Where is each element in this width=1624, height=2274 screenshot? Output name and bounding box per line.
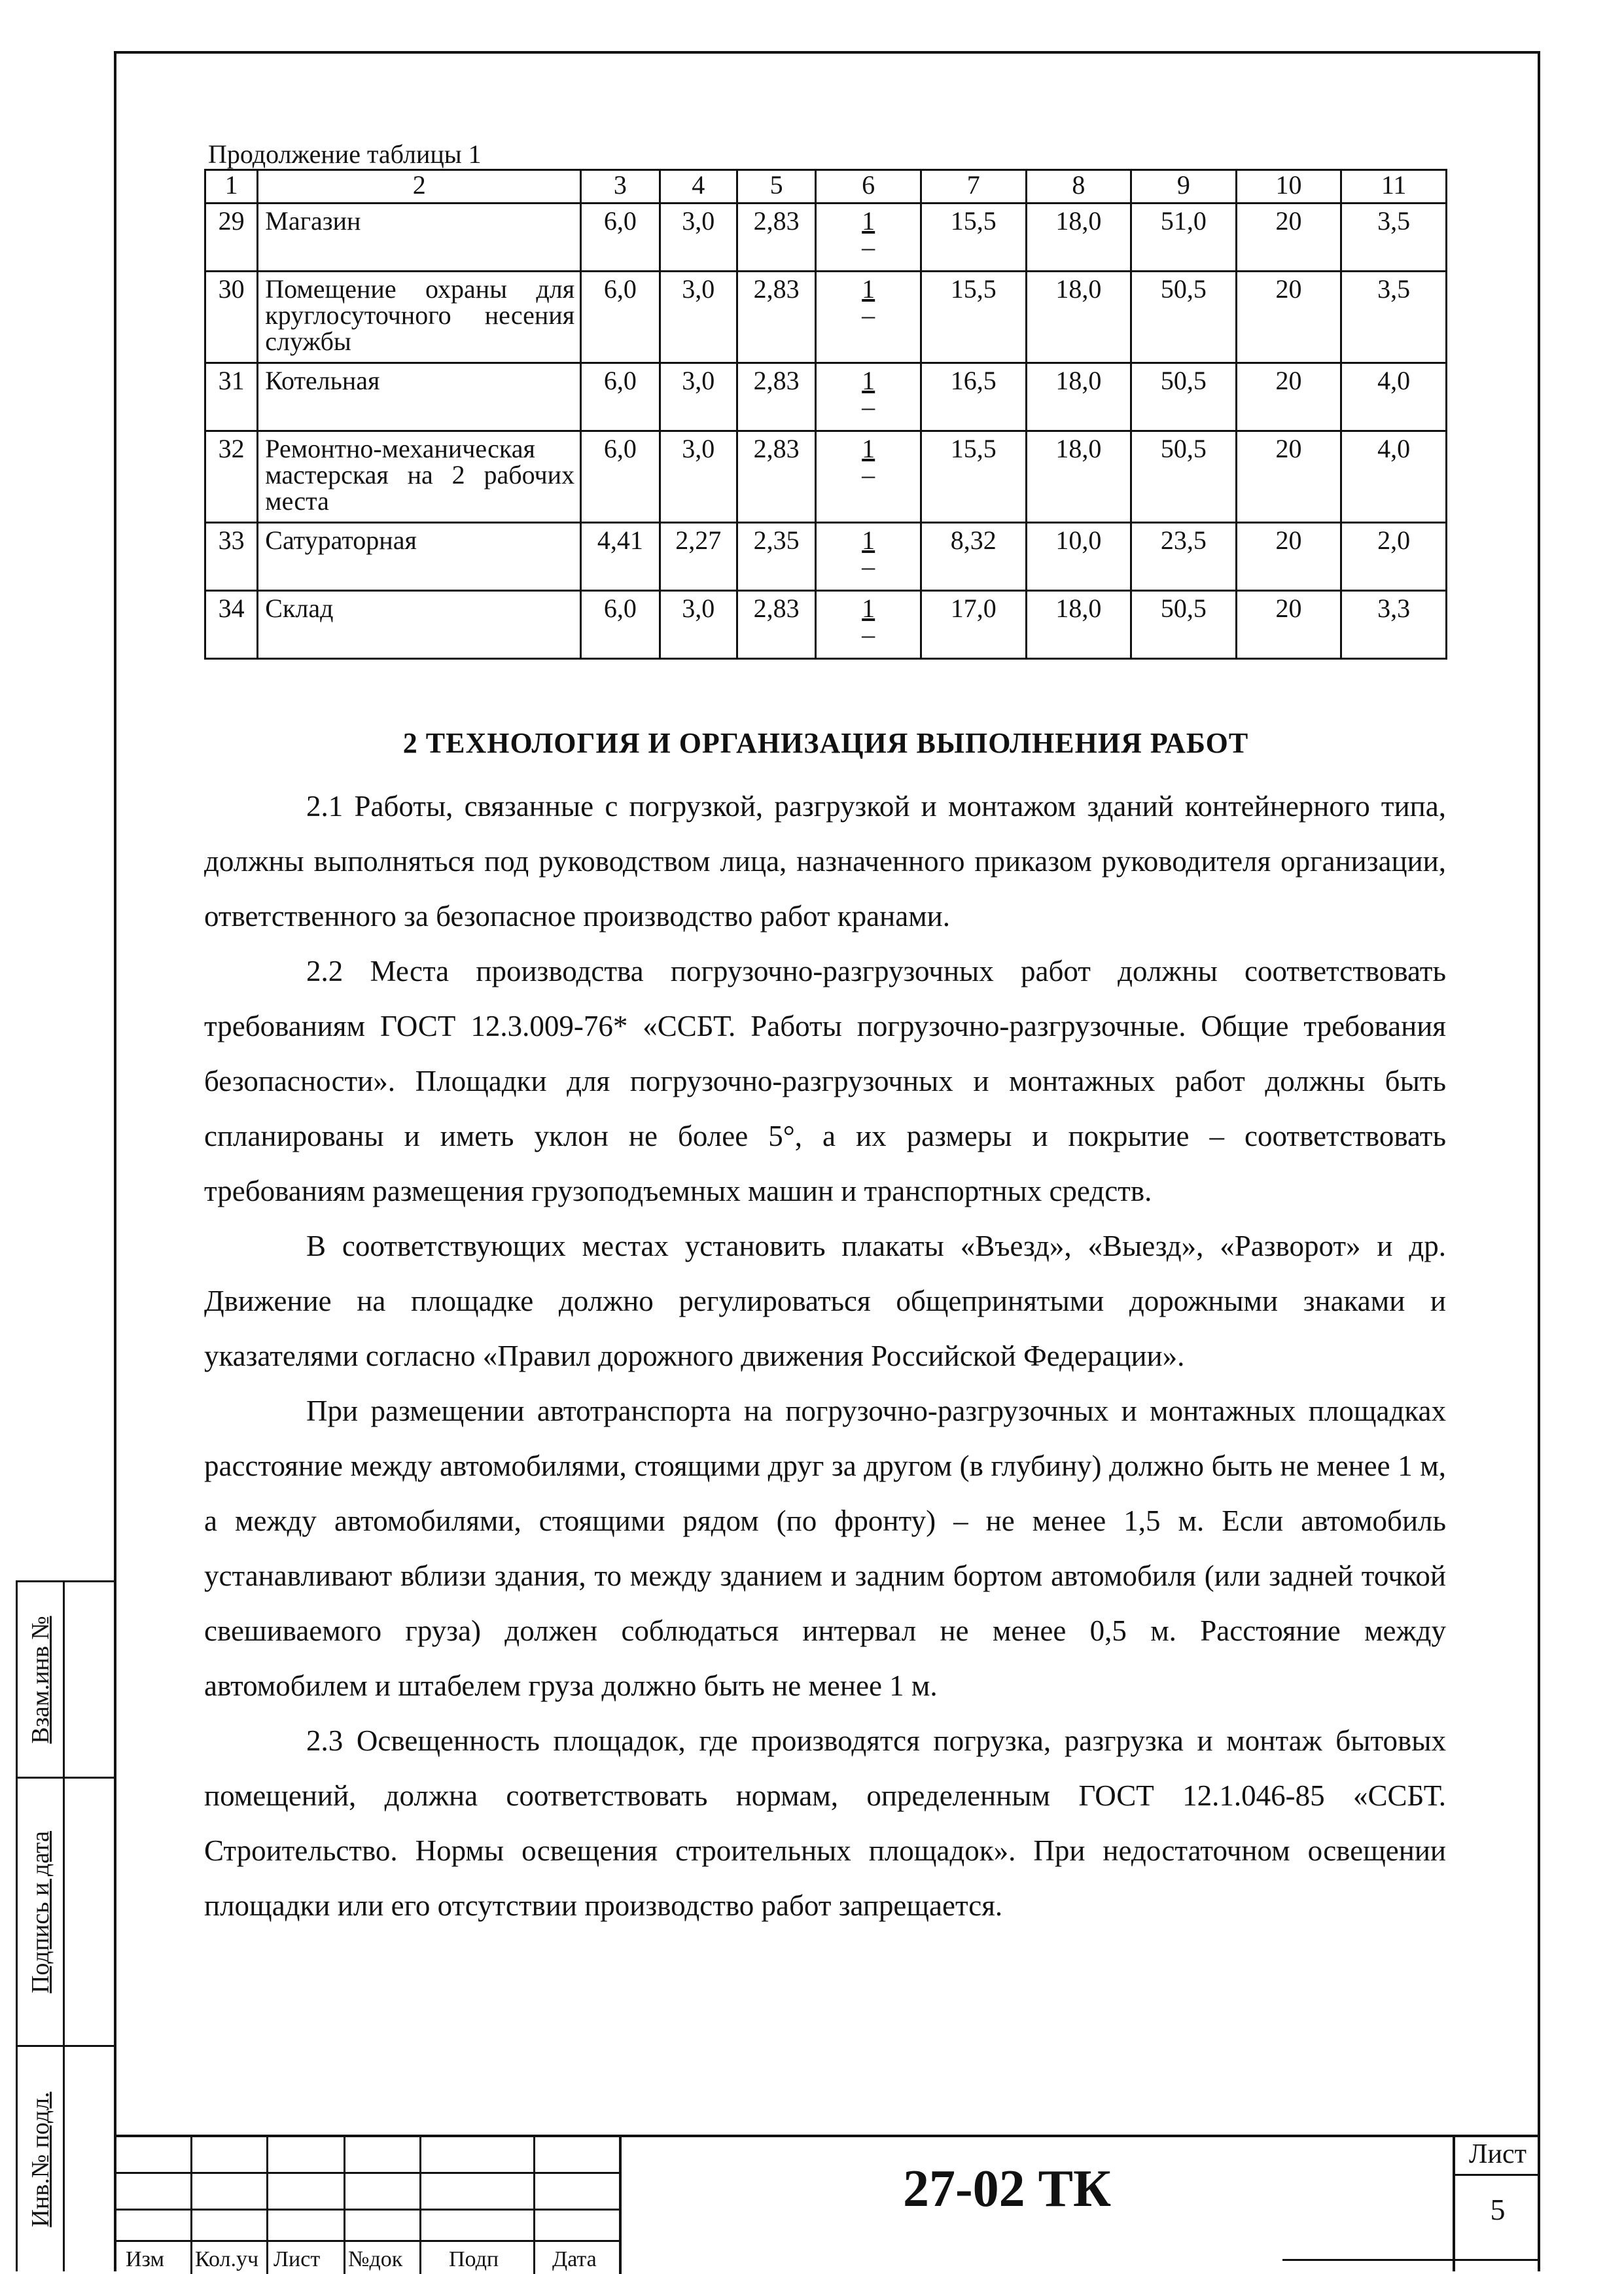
table-header-row <box>205 170 1447 204</box>
table-cell: 2,83 <box>737 591 815 659</box>
fraction-cell <box>816 272 921 363</box>
stamp-col-label: Дата <box>552 2247 597 2271</box>
table-cell: 33 <box>205 523 258 591</box>
stamp-col-label: Изм <box>126 2247 165 2271</box>
table-cell: 50,5 <box>1131 591 1237 659</box>
table-cell: 3,0 <box>660 363 737 431</box>
paragraph: 2.2 Места производства погрузочно-разгрузочных работ должны соответствовать требованиям ГОСТ 12.3.009-76* «ССБТ. Работы погрузочно-разгрузочные. Общие требования безопасности». Площадки для погрузочно-разгрузочных и монтажных работ должны быть спланированы и иметь уклон не более 5°, а их размеры и покрытие – соответствовать требованиям размещения грузоподъемных машин и транспортных средств. <box>204 955 1446 1207</box>
header-cell: 3 <box>581 170 660 204</box>
stamp-col-label: Кол.уч <box>195 2247 259 2271</box>
side-label-inv: Инв.№ подл. <box>26 2091 54 2228</box>
table-cell: 23,5 <box>1131 523 1237 591</box>
section-title: 2 ТЕХНОЛОГИЯ И ОРГАНИЗАЦИЯ ВЫПОЛНЕНИЯ РАБОТ <box>402 727 1249 759</box>
table-cell: 2,27 <box>660 523 737 591</box>
fraction <box>862 208 875 260</box>
side-label-podpis: Подпись и дата <box>26 1830 54 1993</box>
table-cell: 31 <box>205 363 258 431</box>
table-cell: 20 <box>1236 431 1341 523</box>
table-cell: 20 <box>1236 272 1341 363</box>
table-cell: 8,32 <box>921 523 1026 591</box>
table-cell: 3,0 <box>660 204 737 272</box>
table-cell: 3,5 <box>1341 272 1447 363</box>
table-cell: 50,5 <box>1131 272 1237 363</box>
header-cell: 9 <box>1131 170 1237 204</box>
table-cell: 2,83 <box>737 431 815 523</box>
table-cell: 51,0 <box>1131 204 1237 272</box>
fraction-numerator: 1 <box>862 274 875 304</box>
side-cell-podpis <box>18 1779 116 2047</box>
table-cell: 2,83 <box>737 272 815 363</box>
table-cell: 17,0 <box>921 591 1026 659</box>
table-cell: Ремонтно-механическая мастерская на 2 рабочих места <box>258 431 581 523</box>
table-cell: 4,0 <box>1341 363 1447 431</box>
table-row <box>205 591 1447 659</box>
paragraph: 2.1 Работы, связанные с погрузкой, разгрузкой и монтажом зданий контейнерного типа, должны выполняться под руководством лица, назначенного приказом руководителя организации, ответственного за безопасное производство работ кранами. <box>204 790 1446 933</box>
body-text <box>204 779 1446 1933</box>
fraction-numerator: 1 <box>862 525 875 555</box>
table-row <box>205 204 1447 272</box>
sheet-box <box>1453 2135 1540 2271</box>
stamp-col-label: Подп <box>449 2247 499 2271</box>
header-cell: 11 <box>1341 170 1447 204</box>
table-cell: 18,0 <box>1026 363 1131 431</box>
table-cell: 30 <box>205 272 258 363</box>
table-row <box>205 431 1447 523</box>
table-cell: 20 <box>1236 591 1341 659</box>
table-cell: Склад <box>258 591 581 659</box>
header-cell: 2 <box>258 170 581 204</box>
table-cell: 2,83 <box>737 204 815 272</box>
sheet-number: 5 <box>1490 2193 1506 2226</box>
sheet-label: Лист <box>1455 2135 1540 2176</box>
paragraph: В соответствующих местах установить плакаты «Въезд», «Выезд», «Разворот» и др. Движение на площадке должно регулироваться общепринятыми дорожными знаками и указателями согласно «Правил дорожного движения Российской Федерации». <box>204 1230 1446 1372</box>
stamp-col-label: Лист <box>274 2247 321 2271</box>
header-cell: 5 <box>737 170 815 204</box>
table-cell: 18,0 <box>1026 431 1131 523</box>
table-cell: 18,0 <box>1026 591 1131 659</box>
table-caption: Продолжение таблицы 1 <box>208 139 482 169</box>
side-stamp <box>16 1580 114 2271</box>
table-cell: 4,0 <box>1341 431 1447 523</box>
fraction-denominator: – <box>862 232 875 262</box>
table-row <box>205 272 1447 363</box>
table-cell: 4,41 <box>581 523 660 591</box>
fraction-cell <box>816 363 921 431</box>
table-cell: 2,0 <box>1341 523 1447 591</box>
side-cell-inv <box>18 2047 116 2271</box>
fraction <box>862 527 875 580</box>
table-cell: 6,0 <box>581 431 660 523</box>
table-cell: Котельная <box>258 363 581 431</box>
fraction-denominator: – <box>862 300 875 330</box>
table-cell: 2,83 <box>737 363 815 431</box>
table-cell: 18,0 <box>1026 272 1131 363</box>
title-block <box>114 2135 1540 2271</box>
header-cell: 1 <box>205 170 258 204</box>
table-row <box>205 363 1447 431</box>
header-cell: 4 <box>660 170 737 204</box>
fraction-denominator: – <box>862 620 875 649</box>
divider <box>1282 2259 1540 2261</box>
document-code: 27-02 ТК <box>903 2160 1112 2218</box>
fraction-cell <box>816 523 921 591</box>
fraction-cell <box>816 591 921 659</box>
fraction-numerator: 1 <box>862 366 875 395</box>
fraction-denominator: – <box>862 392 875 421</box>
table-cell: Помещение охраны для круглосуточного несения службы <box>258 272 581 363</box>
table-cell: 15,5 <box>921 431 1026 523</box>
title-block-grid <box>114 2137 622 2274</box>
table-cell: 15,5 <box>921 272 1026 363</box>
table-cell: 3,0 <box>660 591 737 659</box>
table-cell: 32 <box>205 431 258 523</box>
table-cell: 29 <box>205 204 258 272</box>
table-cell: 20 <box>1236 204 1341 272</box>
fraction-denominator: – <box>862 552 875 581</box>
fraction <box>862 595 875 648</box>
table-cell: 50,5 <box>1131 363 1237 431</box>
fraction <box>862 368 875 420</box>
side-label-vzam: Взам.инв № <box>26 1615 54 1744</box>
fraction <box>862 436 875 488</box>
data-table <box>204 169 1447 660</box>
table-cell: 3,0 <box>660 272 737 363</box>
table-cell: 20 <box>1236 523 1341 591</box>
paragraph: 2.3 Освещенность площадок, где производятся погрузка, разгрузка и монтаж бытовых помещений, должна соответствовать нормам, определенным ГОСТ 12.1.046-85 «ССБТ. Строительство. Нормы освещения строительных площадок». При недостаточном освещении площадки или его отсутствии производство работ запрещается. <box>204 1724 1446 1922</box>
table-cell: Сатураторная <box>258 523 581 591</box>
table-cell: 10,0 <box>1026 523 1131 591</box>
table-cell: 18,0 <box>1026 204 1131 272</box>
paragraph: При размещении автотранспорта на погрузочно-разгрузочных и монтажных площадках расстояние между автомобилями, стоящими друг за другом (в глубину) должно быть не менее 1 м, а между автомобилями, стоящими рядом (по фронту) – не менее 1,5 м. Если автомобиль устанавливают вблизи здания, то между зданием и задним бортом автомобиля (или задней точкой свешиваемого груза) должен соблюдаться интервал не менее 0,5 м. Расстояние между автомобилем и штабелем груза должно быть не менее 1 м. <box>204 1395 1446 1702</box>
fraction-numerator: 1 <box>862 434 875 463</box>
fraction-numerator: 1 <box>862 206 875 236</box>
table-cell: 50,5 <box>1131 431 1237 523</box>
table-cell: 15,5 <box>921 204 1026 272</box>
header-cell: 6 <box>816 170 921 204</box>
table-cell: Магазин <box>258 204 581 272</box>
table-cell: 6,0 <box>581 591 660 659</box>
fraction-cell <box>816 431 921 523</box>
table-cell: 3,5 <box>1341 204 1447 272</box>
header-cell: 7 <box>921 170 1026 204</box>
header-cell: 10 <box>1236 170 1341 204</box>
header-cell: 8 <box>1026 170 1131 204</box>
side-cell-vzam <box>18 1582 116 1779</box>
fraction-numerator: 1 <box>862 594 875 623</box>
table-cell: 34 <box>205 591 258 659</box>
fraction <box>862 276 875 329</box>
table-cell: 3,3 <box>1341 591 1447 659</box>
fraction-denominator: – <box>862 460 875 489</box>
table-cell: 16,5 <box>921 363 1026 431</box>
table-cell: 6,0 <box>581 272 660 363</box>
fraction-cell <box>816 204 921 272</box>
table-cell: 2,35 <box>737 523 815 591</box>
table-cell: 20 <box>1236 363 1341 431</box>
stamp-col-label: №док <box>348 2247 403 2271</box>
table-cell: 3,0 <box>660 431 737 523</box>
table-cell: 6,0 <box>581 204 660 272</box>
table-row <box>205 523 1447 591</box>
table-cell: 6,0 <box>581 363 660 431</box>
